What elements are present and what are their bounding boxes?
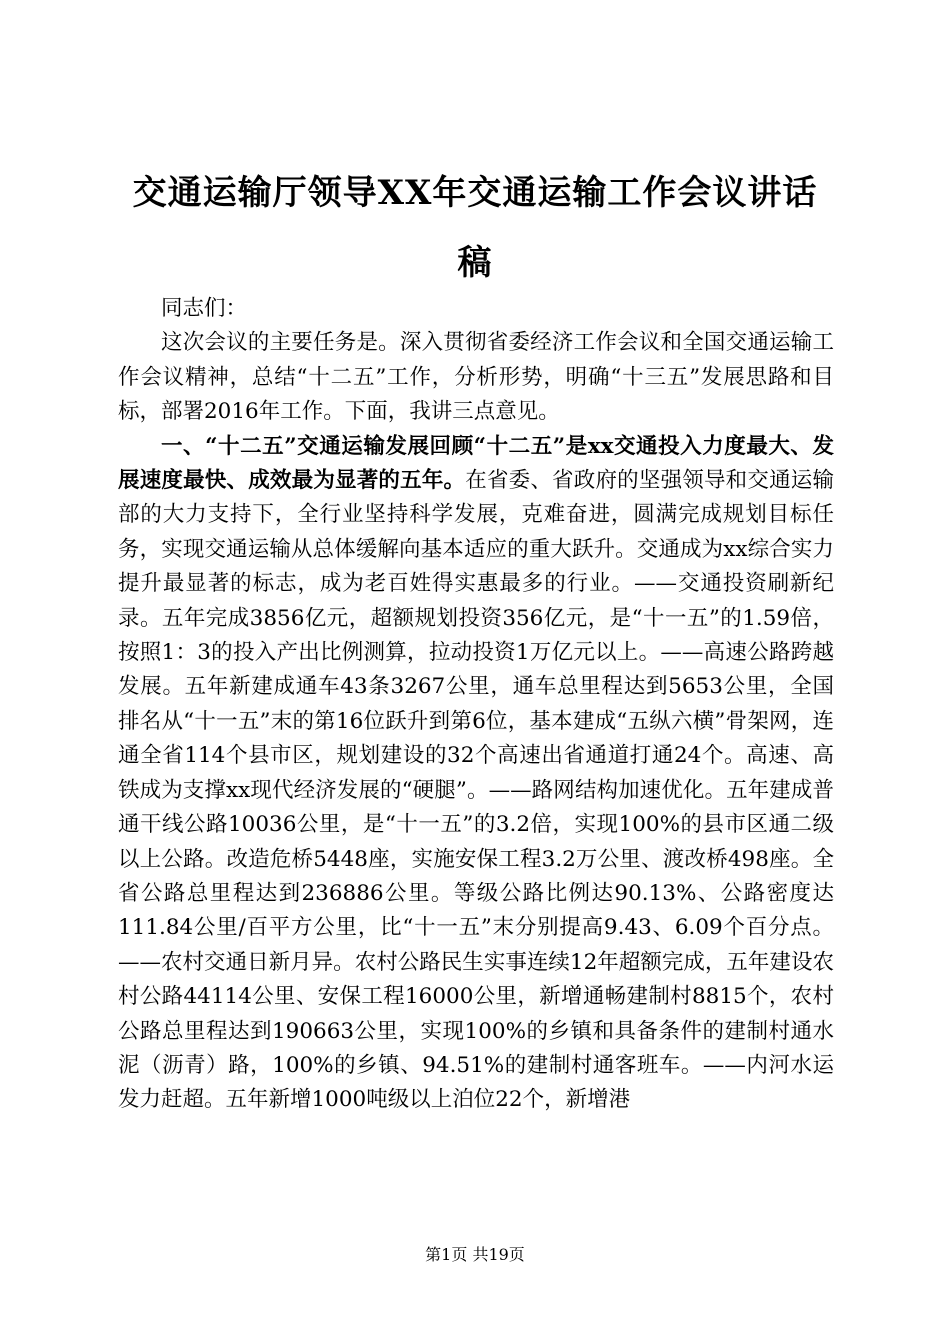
section-1-paragraph (118, 430, 834, 1118)
section-1-heading: 一、“十二五”交通运输发展回顾“十二五”是xx交通投入力度最大、发展速度最快、成效最为显著的五年。 (118, 433, 834, 494)
document-title: 交通运输厅领导XX年交通运输工作会议讲话稿 (132, 173, 818, 283)
page-footer: 第1页 共19页 (425, 1245, 525, 1264)
section-1-body: 在省委、省政府的坚强领导和交通运输部的大力支持下，全行业坚持科学发展，克难奋进，圆满完成规划目标任务，实现交通运输从总体缓解向基本适应的重大跃升。交通成为xx综合实力提升最显著的标志，成为老百姓得实惠最多的行业。——交通投资刷新纪录。五年完成3856亿元，超额规划投资356亿元，是“十一五”的1.59倍，按照1：3的投入产出比例测算，拉动投资1万亿元以上。——高速公路跨越发展。五年新建成通车43条3267公里，通车总里程达到5653公里，全国排名从“十一五”末的第16位跃升到第6位，基本建成“五纵六横”骨架网，连通全省114个县市区，规划建设的32个高速出省通道打通24个。高速、高铁成为支撑xx现代经济发展的“硬腿”。——路网结构加速优化。五年建成普通干线公路10036公里，是“十一五”的3.2倍，实现100%的县市区通二级以上公路。改造危桥5448座，实施安保工程3.2万公里、渡改桥498座。全省公路总里程达到236886公里。等级公路比例达90.13%、公路密度达111.84公里/百平方公里，比“十一五”末分别提高9.43、6.09个百分点。——农村交通日新月异。农村公路民生实事连续12年超额完成，五年建设农村公路44114公里、安保工程16000公里，新增通畅建制村8815个，农村公路总里程达到190663公里，实现100%的乡镇和具备条件的建制村通水泥（沥青）路，100%的乡镇、94.51%的建制村通客班车。——内河水运发力赶超。五年新增1000吨级以上泊位22个，新增港 (118, 468, 834, 1113)
salutation: 同志们： (161, 296, 248, 321)
intro-paragraph: 这次会议的主要任务是。深入贯彻省委经济工作会议和全国交通运输工作会议精神，总结“十二五”工作，分析形势，明确“十三五”发展思路和目标，部署2016年工作。下面，我讲三点意见。 (118, 330, 834, 425)
document-body (118, 292, 834, 1118)
